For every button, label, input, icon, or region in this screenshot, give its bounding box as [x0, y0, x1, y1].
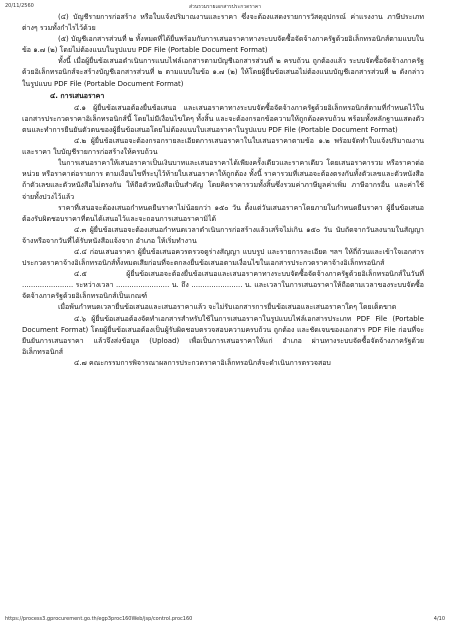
header-title: ส่วนรวมรายเอกสารประกวดราคา: [188, 4, 262, 10]
section-heading: ๔. การเสนอราคา: [50, 91, 105, 100]
page-footer: [5, 616, 445, 624]
paragraph: ในการเสนอราคาให้เสนอราคาเป็นเงินบาทและเสนอราคาได้เพียงครั้งเดียวและราคาเดียว โดยเสนอราคารวม หรือราคาต่อหน่วย หรือราคาต่อรายการ ตามเงื่อนไขที่ระบุไว้ท้ายใบเสนอราคาให้ถูกต้อง ทั้งนี้ ราคารวมที่เสนอจะต้องตรงกันทั้งตัวเลขและตัวหนังสือ ถ้าตัวเลขและตัวหนังสือไม่ตรงกัน ให้ถือตัวหนังสือเป็นสำคัญ โดยคิดราคารวมทั้งสิ้นซึ่งรวมค่าภาษีมูลค่าเพิ่ม ภาษีอากรอื่น และค่าใช้จ่ายทั้งปวงไว้แล้ว: [22, 159, 424, 201]
paragraph: ๔.๕ ผู้ยื่นข้อเสนอจะต้องยื่นข้อเสนอและเสนอราคาทางระบบจัดซื้อจัดจ้างภาครัฐด้วยอิเล็กทรอนิกส์ในวันที่ ....................... ระหว่างเวลา ........................ น. ถึง ....................... น. และเวลาในการเสนอราคาให้ถือตามเวลาของระบบจัดซื้อจัดจ้างภาครัฐด้วยอิเล็กทรอนิกส์เป็นเกณฑ์: [22, 270, 424, 301]
paragraph: เมื่อพ้นกำหนดเวลายื่นข้อเสนอและเสนอราคาแล้ว จะไม่รับเอกสารการยื่นข้อเสนอและเสนอราคาใดๆ โดยเด็ดขาด: [58, 303, 397, 312]
paragraph: ๔.๒ ผู้ยื่นข้อเสนอจะต้องกรอกรายละเอียดการเสนอราคาในใบเสนอราคาตามข้อ ๑.๒ พร้อมจัดทำใบแจ้งปริมาณงานและราคา ใบบัญชีรายการก่อสร้างให้ครบถ้วน: [22, 137, 424, 157]
print-date: 20/11/2560: [5, 3, 34, 9]
paragraph: ราคาที่เสนอจะต้องเสนอกำหนดยืนราคาไม่น้อยกว่า ๑๕๐ วัน ตั้งแต่วันเสนอราคาโดยภายในกำหนดยืนราคา ผู้ยื่นข้อเสนอต้องรับผิดชอบราคาที่ตนได้เสนอไว้และจะถอนการเสนอราคามิได้: [22, 203, 424, 223]
paragraph: ๔.๔ ก่อนเสนอราคา ผู้ยื่นข้อเสนอควรตรวจดูร่างสัญญา แบบรูป และรายการละเอียด ฯลฯ ให้ถี่ถ้วนและเข้าใจเอกสารประกวดราคาจ้างอิเล็กทรอนิกส์ทั้งหมดเสียก่อนที่จะตกลงยื่นข้อเสนอตามเงื่อนไขในเอกสารประกวดราคาจ้างอิเล็กทรอนิกส์: [22, 247, 424, 268]
paragraph: ๔.๖ ผู้ยื่นข้อเสนอต้องจัดทำเอกสารสำหรับใช้ในการเสนอราคาในรูปแบบไฟล์เอกสารประเภท PDF File (Portable Document Format) โดยผู้ยื่นข้อเสนอต้องเป็นผู้รับผิดชอบตรวจสอบความครบถ้วน ถูกต้อง และชัดเจนของเอกสาร PDF File ก่อนที่จะยืนยันการเสนอราคา แล้วจึงส่งข้อมูล (Upload) เพื่อเป็นการเสนอราคาให้แก่ อำเภอ ผ่านทางระบบจัดซื้อจัดจ้างภาครัฐด้วยอิเล็กทรอนิกส์: [22, 314, 424, 356]
paragraph: ๔.๗ คณะกรรมการพิจารณาผลการประกวดราคาอิเล็กทรอนิกส์จะดำเนินการตรวจสอบ: [74, 358, 331, 367]
paragraph: (๕) บัญชีเอกสารส่วนที่ ๒ ทั้งหมดที่ได้ยื่นพร้อมกับการเสนอราคาทางระบบจัดซื้อจัดจ้างภาครัฐด้วยอิเล็กทรอนิกส์ตามแบบในข้อ ๑.๗ (๒) โดยไม่ต้องแนบในรูปแบบ PDF File (Portable Document Format): [22, 35, 424, 55]
page-number: 4/10: [433, 616, 445, 622]
paragraph: ๔.๓ ผู้ยื่นข้อเสนอจะต้องเสนอกำหนดเวลาดำเนินการก่อสร้างแล้วเสร็จไม่เกิน ๑๕๐ วัน นับถัดจากวันลงนามในสัญญาจ้างหรือจากวันที่ได้รับหนังสือแจ้งจาก อำเภอ ให้เริ่มทำงาน: [22, 225, 424, 245]
paragraph: (๔) บัญชีรายการก่อสร้าง หรือใบแจ้งปริมาณงานและราคา ซึ่งจะต้องแสดงรายการวัสดุอุปกรณ์ ค่าแรงงาน ภาษีประเภทต่างๆ รวมทั้งกำไรไว้ด้วย: [22, 13, 424, 33]
paragraph: ๔.๑ ผู้ยื่นข้อเสนอต้องยื่นข้อเสนอ และเสนอราคาทางระบบจัดซื้อจัดจ้างภาครัฐด้วยอิเล็กทรอนิกส์ตามที่กำหนดไว้ในเอกสารประกวดราคาอิเล็กทรอนิกส์นี้ โดยไม่มีเงื่อนไขใดๆ ทั้งสิ้น และจะต้องกรอกข้อความให้ถูกต้องครบถ้วน พร้อมทั้งหลักฐานแสดงตัวตนและทำการยืนยันตัวตนของผู้ยื่นข้อเสนอโดยไม่ต้องแนบใบเสนอราคาในรูปแบบ PDF File (Portable Document Format): [22, 103, 424, 134]
page-url: https://process3.gprocurement.go.th/egp3proc160Web/jsp/control.proc160: [5, 616, 193, 622]
document-body: [22, 12, 424, 611]
paragraph: ทั้งนี้ เมื่อผู้ยื่นข้อเสนอดำเนินการแนบไฟล์เอกสารตามบัญชีเอกสารส่วนที่ ๒ ครบถ้วน ถูกต้องแล้ว ระบบจัดซื้อจัดจ้างภาครัฐด้วยอิเล็กทรอนิกส์จะสร้างบัญชีเอกสารส่วนที่ ๒ ตามแบบในข้อ ๑.๗ (๒) ให้โดยผู้ยื่นข้อเสนอไม่ต้องแนบบัญชีเอกสารส่วนที่ ๒ ดังกล่าวในรูปแบบ PDF File (Portable Document Format): [22, 57, 424, 88]
